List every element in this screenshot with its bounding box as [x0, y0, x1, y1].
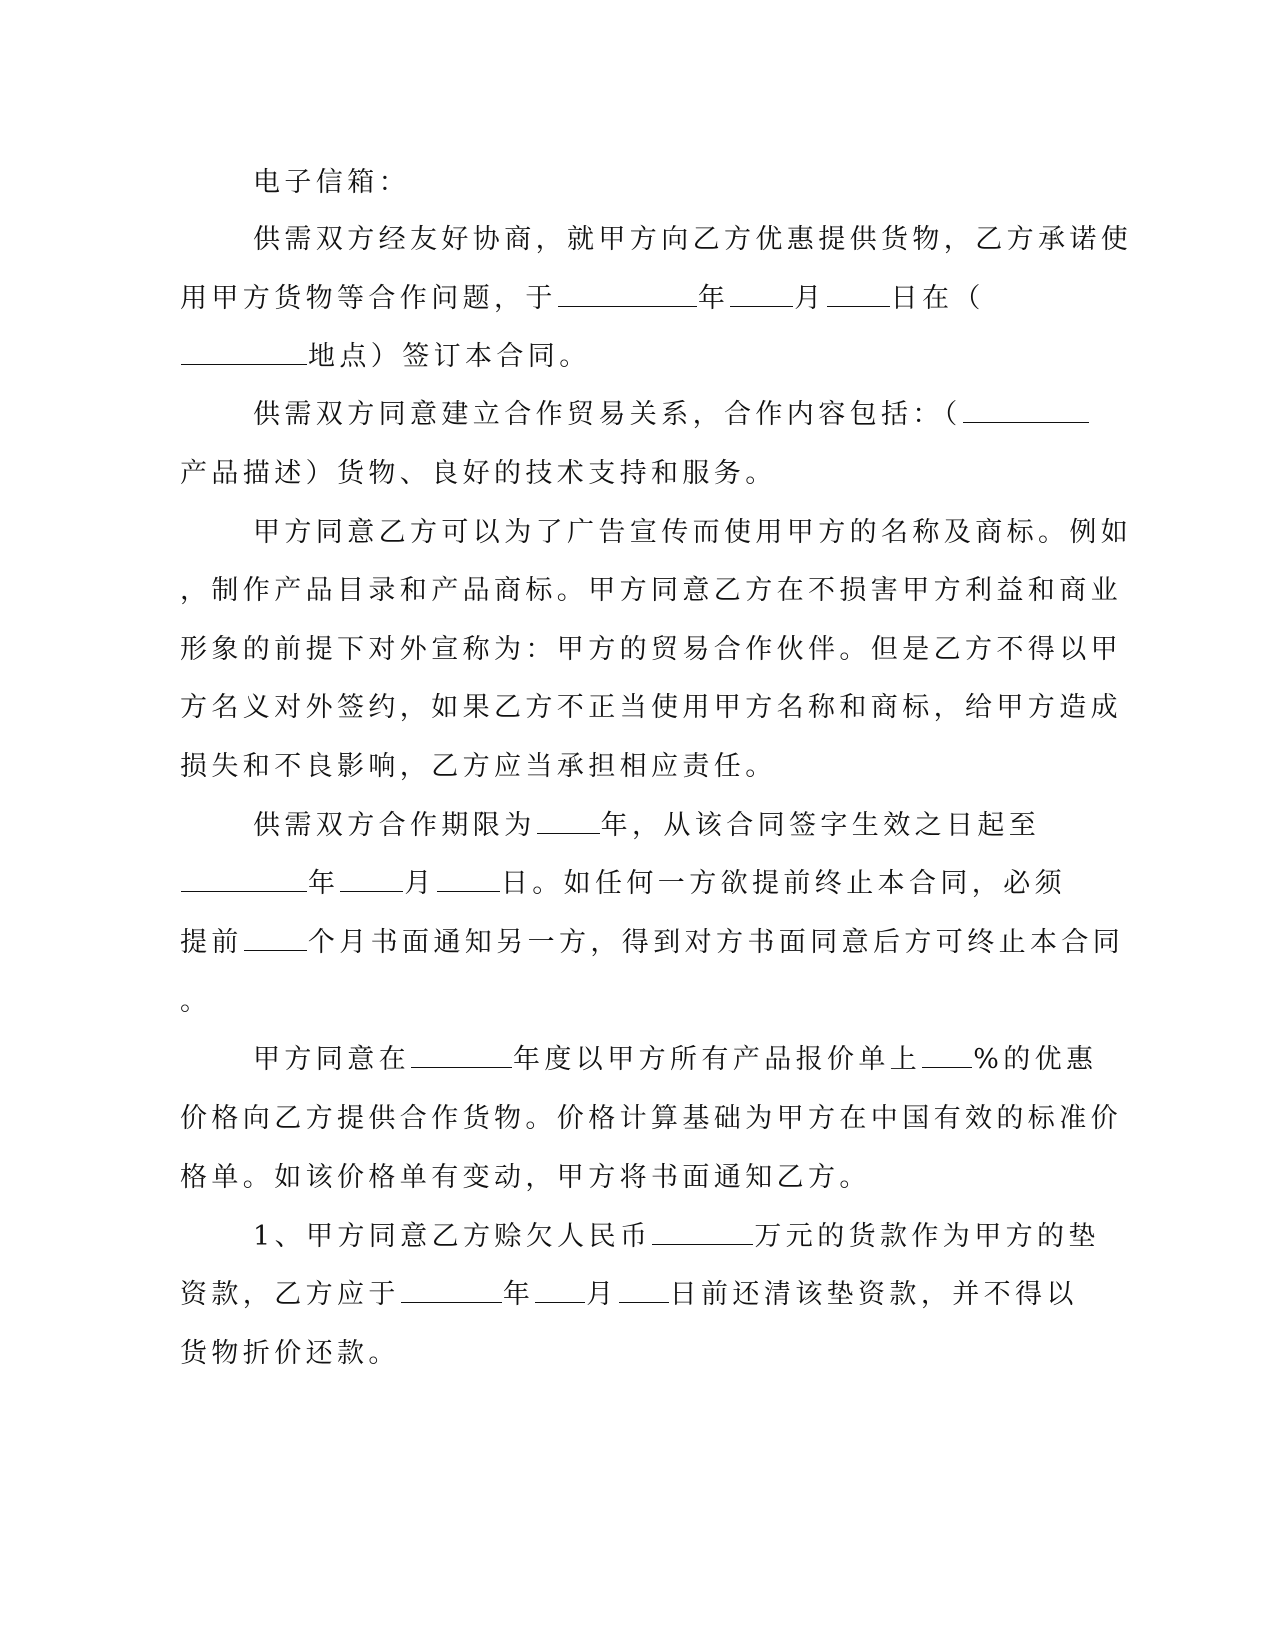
text-run: 甲方同意在 — [253, 1044, 410, 1075]
fill-in-blank — [401, 1274, 502, 1303]
text-run: 供需双方合作期限为 — [253, 810, 536, 841]
text-run: 年 — [697, 283, 730, 314]
fill-in-blank — [730, 278, 793, 307]
text-run: %的优惠 — [973, 1044, 1098, 1075]
text-run: 年 — [308, 868, 340, 899]
text-run: 日在（ — [890, 283, 985, 314]
text-run: 形象的前提下对外宣称为：甲方的贸易合作伙伴。但是乙方不得以甲 — [180, 634, 1122, 665]
text-run: 万元的货款作为甲方的垫 — [754, 1221, 1100, 1252]
fill-in-blank — [619, 1274, 669, 1303]
document-line — [0, 1156, 1275, 1200]
fill-in-blank — [244, 922, 307, 951]
text-run: 供需双方经友好协商，就甲方向乙方优惠提供货物，乙方承诺使 — [253, 224, 1133, 255]
text-run: 格单。如该价格单有变动，甲方将书面通知乙方。 — [180, 1162, 871, 1193]
document-line — [0, 1038, 1275, 1082]
text-run: 损失和不良影响，乙方应当承担相应责任。 — [180, 751, 777, 782]
text-run: 年，从该合同签字生效之日起至 — [600, 810, 1041, 841]
document-line — [0, 277, 1275, 321]
document-line — [0, 921, 1275, 965]
text-run: 1、甲方同意乙方赊欠人民币 — [253, 1221, 652, 1252]
document-line — [0, 628, 1275, 672]
document-line — [0, 686, 1275, 730]
text-run: 提前 — [180, 927, 243, 958]
text-run: 年度以甲方所有产品报价单上 — [513, 1044, 922, 1075]
text-run: 甲方同意乙方可以为了广告宣传而使用甲方的名称及商标。例如 — [253, 517, 1133, 548]
text-run: 日前还清该垫资款，并不得以 — [669, 1279, 1078, 1310]
fill-in-blank — [652, 1216, 753, 1245]
text-run: 月 — [794, 283, 826, 314]
fill-in-blank — [922, 1039, 972, 1068]
fill-in-blank — [437, 863, 500, 892]
fill-in-blank — [411, 1039, 512, 1068]
document-line — [0, 1273, 1275, 1317]
text-run: 方名义对外签约，如果乙方不正当使用甲方名称和商标，给甲方造成 — [180, 692, 1122, 723]
fill-in-blank — [537, 805, 600, 834]
document-line — [0, 218, 1275, 262]
fill-in-blank — [558, 278, 697, 307]
text-run: 产品描述）货物、良好的技术支持和服务。 — [180, 458, 777, 489]
text-run: 货物折价还款。 — [180, 1338, 400, 1369]
document-line — [0, 161, 1275, 205]
document-line — [0, 745, 1275, 789]
text-run: 地点）签订本合同。 — [308, 341, 591, 372]
document-line — [0, 452, 1275, 496]
text-run: 供需双方同意建立合作贸易关系，合作内容包括：（ — [253, 399, 962, 430]
document-line — [0, 862, 1275, 906]
document-line — [0, 569, 1275, 613]
text-run: 。 — [180, 986, 212, 1017]
fill-in-blank — [181, 336, 307, 365]
document-line — [0, 980, 1275, 1024]
text-run: 月 — [586, 1279, 618, 1310]
text-run: 日。如任何一方欲提前终止本合同，必须 — [500, 868, 1067, 899]
document-line — [0, 1332, 1275, 1376]
text-run: 资款，乙方应于 — [180, 1279, 400, 1310]
document-line — [0, 511, 1275, 555]
text-run: 个月书面通知另一方，得到对方书面同意后方可终止本合同 — [307, 927, 1125, 958]
document-line — [0, 1215, 1275, 1259]
document-line — [0, 335, 1275, 379]
fill-in-blank — [827, 278, 890, 307]
fill-in-blank — [181, 863, 307, 892]
text-run: 年 — [502, 1279, 535, 1310]
text-run: 电子信箱： — [253, 167, 410, 198]
fill-in-blank — [535, 1274, 585, 1303]
fill-in-blank — [340, 863, 403, 892]
document-line — [0, 804, 1275, 848]
text-run: ，制作产品目录和产品商标。甲方同意乙方在不损害甲方利益和商业 — [180, 575, 1122, 606]
fill-in-blank — [963, 394, 1089, 423]
document-line — [0, 393, 1275, 437]
text-run: 用甲方货物等合作问题，于 — [180, 283, 557, 314]
text-run: 月 — [404, 868, 436, 899]
document-line — [0, 1097, 1275, 1141]
text-run: 价格向乙方提供合作货物。价格计算基础为甲方在中国有效的标准价 — [180, 1103, 1122, 1134]
